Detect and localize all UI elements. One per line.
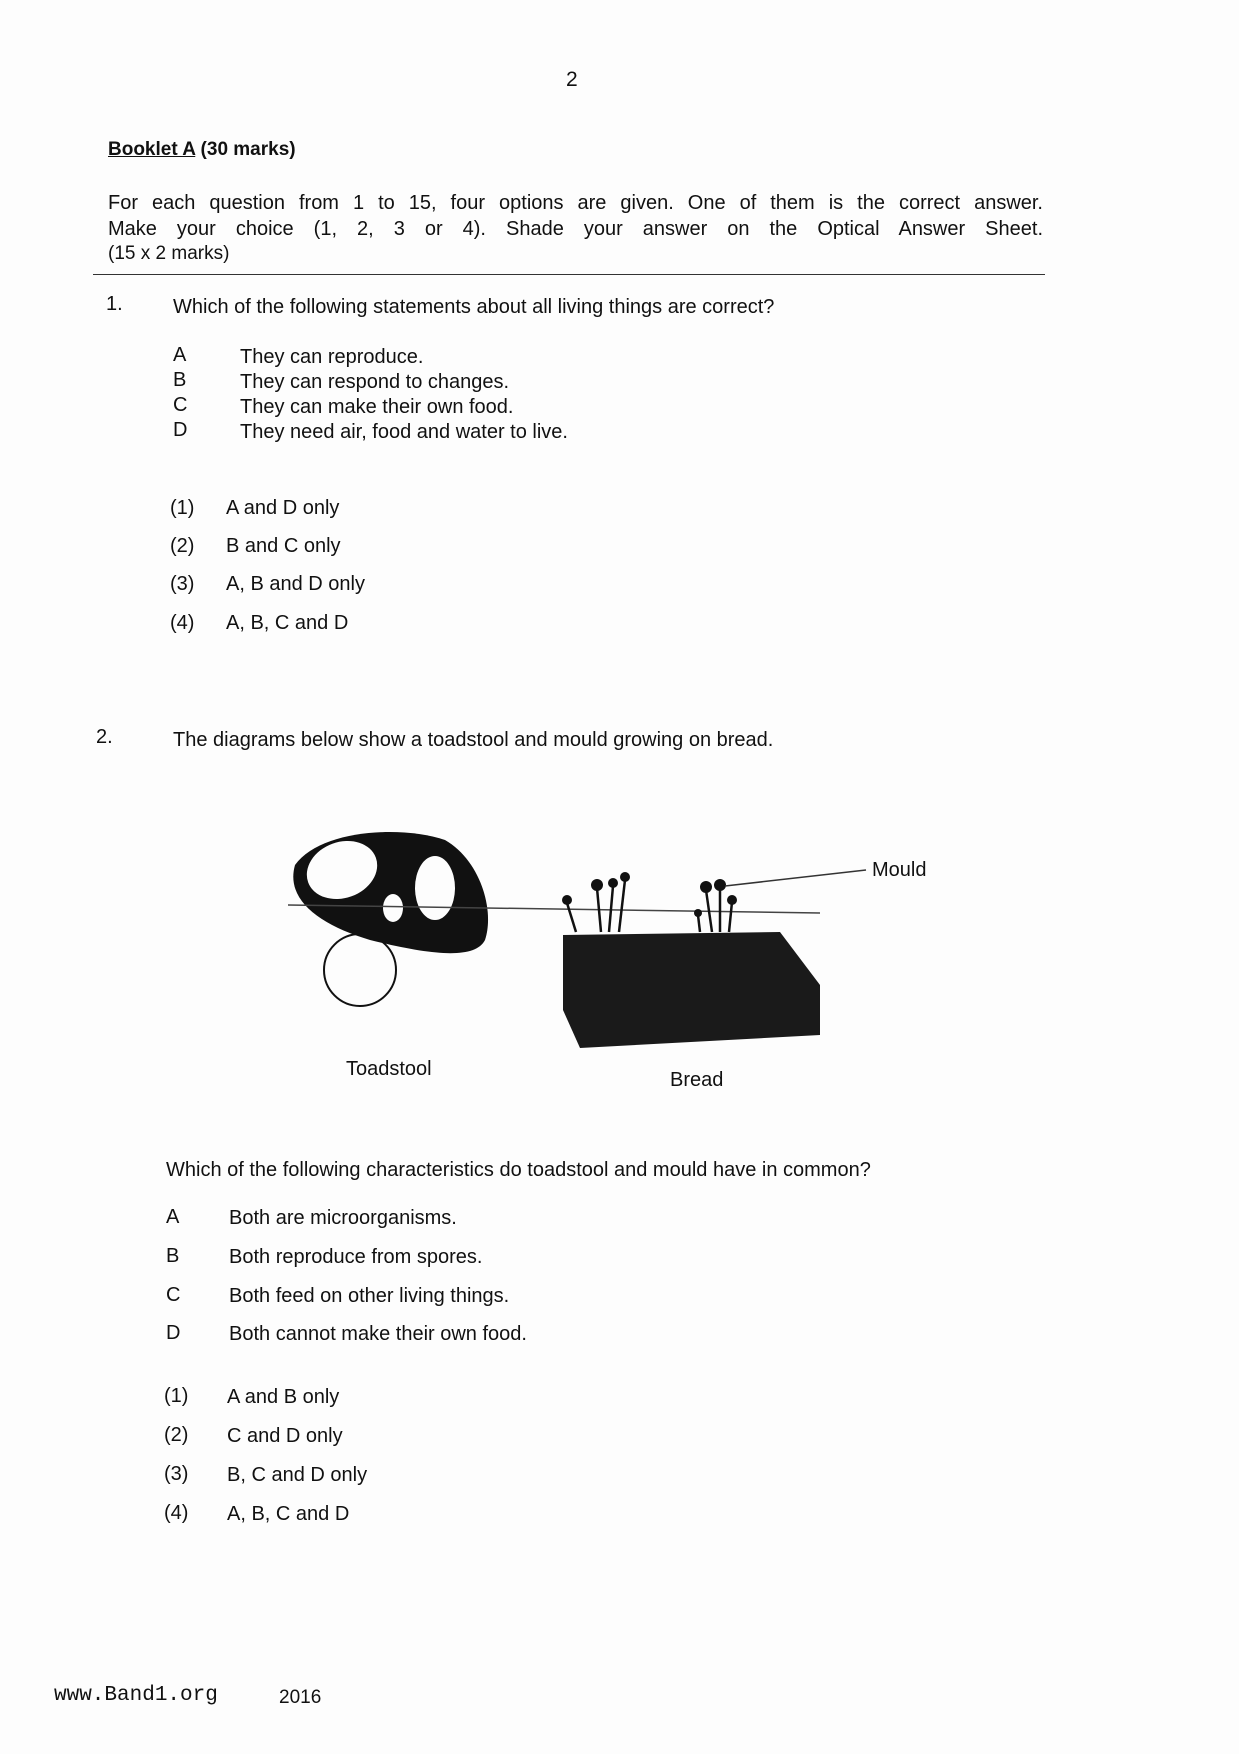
option-text: B, C and D only — [227, 1464, 368, 1486]
footer-year: 2016 — [279, 1687, 322, 1708]
statement-letter: D — [173, 419, 188, 441]
mould-pointer-line — [725, 870, 866, 886]
statement-letter: B — [173, 369, 187, 391]
statement-text: Both cannot make their own food. — [229, 1323, 527, 1345]
question-intro: The diagrams below show a toadstool and mould growing on bread. — [173, 729, 774, 751]
instruction-line-1: For each question from 1 to 15, four options are given. One of them is the correct answer. — [108, 192, 1043, 214]
option-number: (1) — [170, 497, 195, 519]
toadstool-label: Toadstool — [346, 1058, 432, 1080]
footer-site: www.Band1.org — [54, 1684, 218, 1707]
statement-letter: A — [166, 1206, 180, 1228]
statement-text: They need air, food and water to live. — [240, 421, 568, 443]
option-number: (4) — [170, 612, 195, 634]
question-text: Which of the following characteristics do toadstool and mould have in common? — [166, 1159, 871, 1181]
option-text: A and B only — [227, 1386, 340, 1408]
statement-letter: B — [166, 1245, 180, 1267]
statement-text: They can reproduce. — [240, 346, 424, 368]
statement-letter: A — [173, 344, 187, 366]
option-number: (3) — [170, 573, 195, 595]
booklet-title: Booklet A — [108, 139, 196, 160]
option-text: B and C only — [226, 535, 341, 557]
statement-text: Both feed on other living things. — [229, 1285, 510, 1307]
statement-text: They can respond to changes. — [240, 371, 510, 393]
option-number: (4) — [164, 1502, 189, 1524]
option-text: C and D only — [227, 1425, 343, 1447]
option-number: (2) — [170, 535, 195, 557]
section-heading — [108, 139, 296, 161]
statement-text: Both reproduce from spores. — [229, 1246, 483, 1268]
statement-text: They can make their own food. — [240, 396, 514, 418]
bread-label: Bread — [670, 1069, 724, 1091]
option-text: A, B, C and D — [227, 1503, 350, 1525]
question-text: Which of the following statements about all living things are correct? — [173, 296, 775, 318]
instruction-line-2: Make your choice (1, 2, 3 or 4). Shade your answer on the Optical Answer Sheet. — [108, 218, 1043, 240]
option-text: A, B and D only — [226, 573, 365, 595]
option-text: A, B, C and D — [226, 612, 349, 634]
page-number: 2 — [566, 68, 578, 91]
option-number: (2) — [164, 1424, 189, 1446]
toadstool-mould-diagram — [280, 820, 960, 1060]
statement-letter: D — [166, 1322, 181, 1344]
option-number: (1) — [164, 1385, 189, 1407]
booklet-marks: (30 marks) — [200, 139, 296, 160]
question-number: 2. — [96, 726, 113, 748]
statement-letter: C — [173, 394, 188, 416]
toadstool-drawing — [293, 831, 488, 1006]
option-text: A and D only — [226, 497, 340, 519]
statement-text: Both are microorganisms. — [229, 1207, 457, 1229]
option-number: (3) — [164, 1463, 189, 1485]
bread-drawing — [562, 872, 820, 1048]
section-divider — [93, 274, 1045, 275]
mould-label: Mould — [872, 859, 927, 881]
instruction-line-3: (15 x 2 marks) — [108, 243, 230, 264]
question-number: 1. — [106, 293, 123, 315]
statement-letter: C — [166, 1284, 181, 1306]
